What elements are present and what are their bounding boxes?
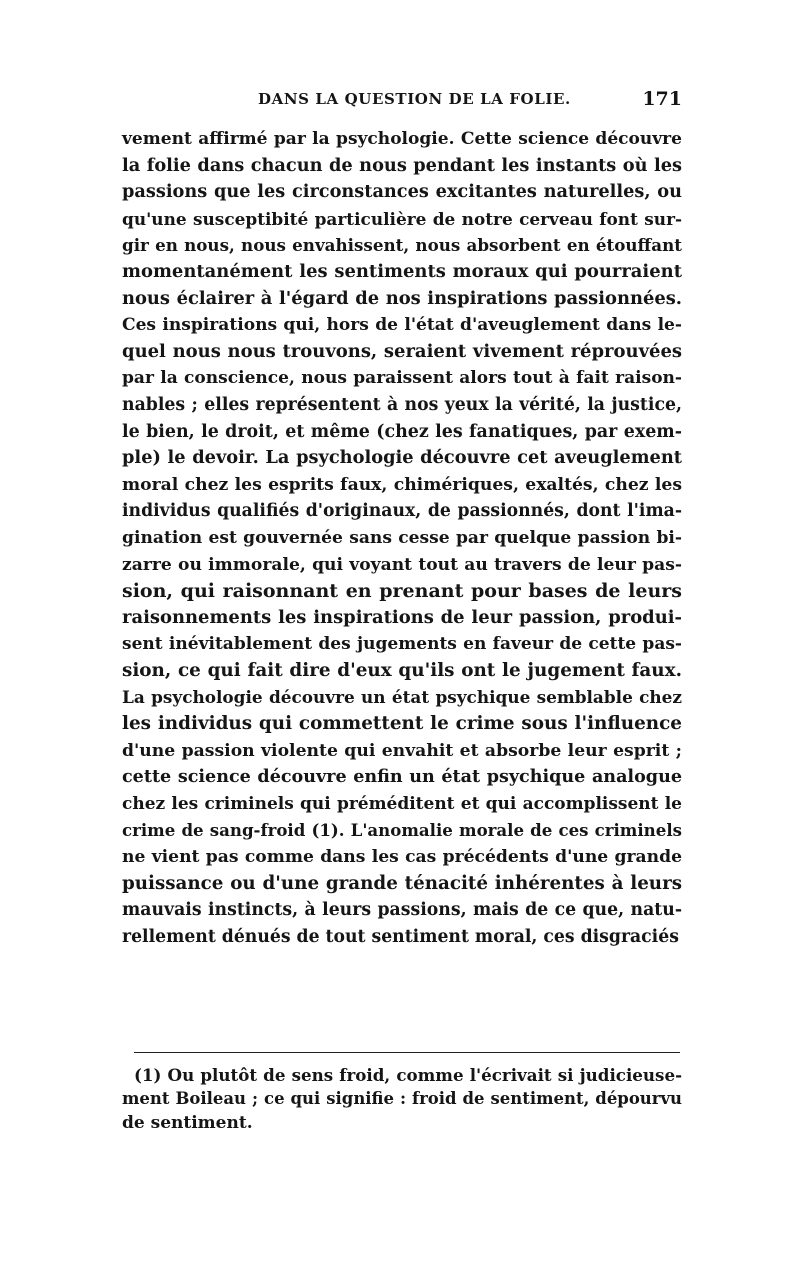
text-line: momentanément les sentiments moraux qui pourraient	[122, 260, 682, 282]
footnote-divider	[134, 1052, 680, 1053]
page-header	[122, 88, 682, 118]
text-line: La psychologie découvre un état psychique semblable chez	[122, 687, 682, 708]
running-head: DANS LA QUESTION DE LA FOLIE.	[258, 90, 571, 108]
footnote-line: (1) Ou plutôt de sens froid, comme l'écrivait si judicieuse-	[134, 1065, 682, 1085]
text-line: sent inévitablement des jugements en faveur de cette pas-	[122, 634, 682, 655]
text-line: mauvais instincts, à leurs passions, mais de ce que, natu-	[122, 900, 682, 921]
text-line: les individus qui commettent le crime sous l'influence	[122, 713, 682, 735]
page-number: 171	[642, 88, 682, 110]
main-text	[122, 126, 682, 950]
text-line: qu'une susceptibité particulière de notre cerveau font sur-	[122, 208, 682, 229]
text-line: chez les criminels qui préméditent et qui accomplissent le	[122, 793, 682, 814]
text-line: rellement dénués de tout sentiment moral, ces disgraciés	[122, 926, 679, 947]
text-line: crime de sang-froid (1). L'anomalie morale de ces criminels	[122, 820, 682, 841]
text-line: d'une passion violente qui envahit et absorbe leur esprit ;	[122, 740, 682, 761]
text-line: zarre ou immorale, qui voyant tout au travers de leur pas-	[122, 554, 682, 575]
text-line: passions que les circonstances excitantes naturelles, ou	[122, 181, 682, 203]
text-line: sion, ce qui fait dire d'eux qu'ils ont le jugement faux.	[122, 659, 682, 681]
text-line: nables ; elles représentent à nos yeux la vérité, la justice,	[122, 394, 682, 415]
text-line: moral chez les esprits faux, chimériques, exaltés, chez les	[122, 474, 682, 495]
text-line: le bien, le droit, et même (chez les fanatiques, par exem-	[122, 421, 682, 442]
text-line: puissance ou d'une grande ténacité inhérentes à leurs	[122, 872, 682, 894]
text-line: par la conscience, nous paraissent alors tout à fait raison-	[122, 368, 682, 389]
text-line: nous éclairer à l'égard de nos inspirations passionnées.	[122, 287, 682, 309]
text-line: vement affirmé par la psychologie. Cette science découvre	[122, 129, 682, 149]
text-line: individus qualifiés d'originaux, de passionnés, dont l'ima-	[122, 501, 682, 522]
text-line: gir en nous, nous envahissent, nous absorbent en étouffant	[122, 235, 682, 256]
text-line: Ces inspirations qui, hors de l'état d'aveuglement dans le-	[122, 315, 682, 336]
text-line: quel nous nous trouvons, seraient vivement réprouvées	[122, 340, 682, 362]
text-line: raisonnements les inspirations de leur passion, produi-	[122, 606, 682, 628]
text-line: ple) le devoir. La psychologie découvre cet aveuglement	[122, 447, 682, 469]
text-line: sion, qui raisonnant en prenant pour bases de leurs	[122, 580, 682, 603]
text-line: cette science découvre enfin un état psychique analogue	[122, 767, 682, 788]
text-line: ne vient pas comme dans les cas précédents d'une grande	[122, 847, 682, 868]
footnote-line: ment Boileau ; ce qui signifie : froid de sentiment, dépourvu	[122, 1089, 682, 1108]
footnote-line: de sentiment.	[122, 1113, 253, 1133]
footnote	[122, 1063, 682, 1135]
text-line: gination est gouvernée sans cesse par quelque passion bi-	[122, 527, 682, 548]
text-line: la folie dans chacun de nous pendant les instants où les	[122, 154, 682, 176]
